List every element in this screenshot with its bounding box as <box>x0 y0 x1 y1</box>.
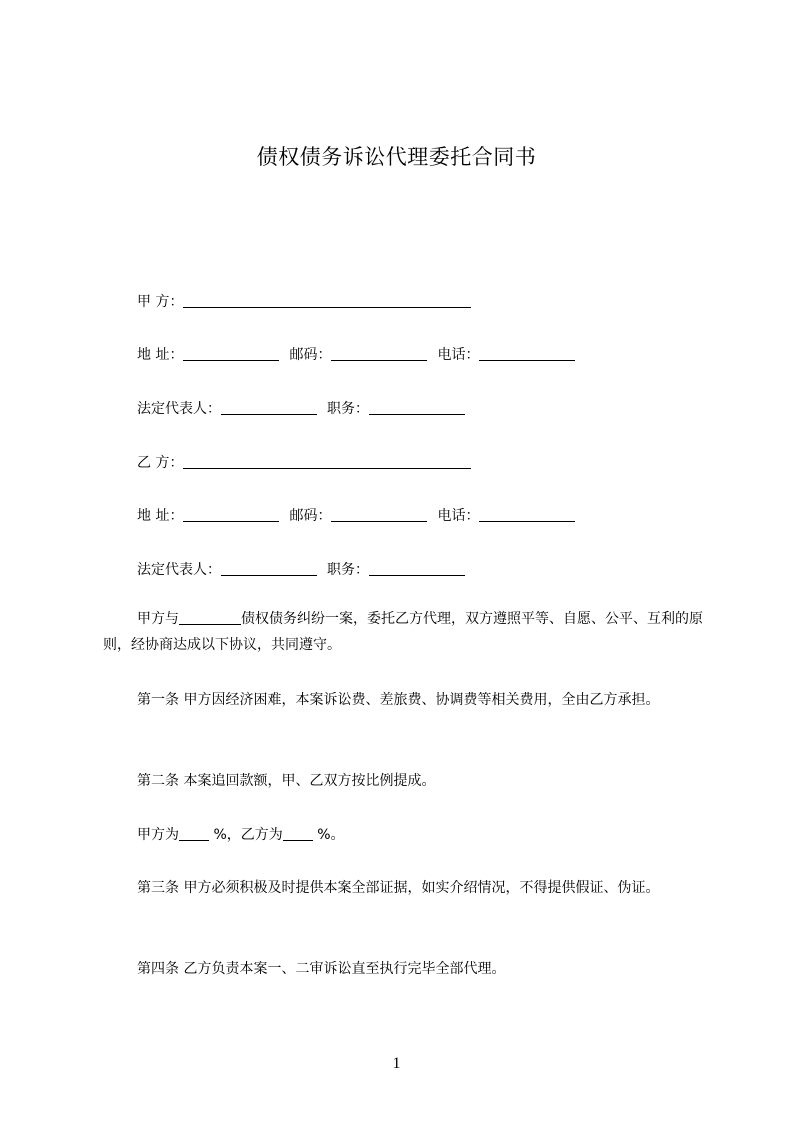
party-b-postcode-label: 邮码： <box>289 508 332 524</box>
party-a-postcode-label: 邮码： <box>289 347 332 363</box>
ratio-a-blank[interactable] <box>179 826 209 841</box>
party-b-line <box>137 453 471 473</box>
intro-blank[interactable] <box>179 610 241 625</box>
article-2-text: 第二条 本案追回款额，甲、乙双方按比例提成。 <box>137 773 436 789</box>
party-b-address-blank[interactable] <box>183 507 279 522</box>
article-3-text: 第三条 甲方必须积极及时提供本案全部证据，如实介绍情况，不得提供假证、伪证。 <box>137 880 660 896</box>
intro-paragraph <box>103 606 723 658</box>
ratio-b-unit: %。 <box>312 827 345 843</box>
article-1 <box>103 687 723 713</box>
article-3 <box>103 875 723 901</box>
party-b-label: 乙 方： <box>137 455 184 471</box>
intro-suffix: 债权债务纠纷一案，委托乙方代理，双方遵照平等、自愿、公平、互利的原则，经协商达成以下协议，共同遵守。 <box>103 611 703 653</box>
party-a-address-line <box>137 345 575 365</box>
party-a-blank[interactable] <box>183 293 471 308</box>
party-b-address-label: 地 址： <box>137 508 184 524</box>
party-b-postcode-blank[interactable] <box>331 507 427 522</box>
intro-prefix: 甲方与 <box>137 611 179 627</box>
article-2 <box>137 771 435 791</box>
party-a-address-label: 地 址： <box>137 347 184 363</box>
party-a-rep-label: 法定代表人： <box>137 401 221 417</box>
article-1-text: 第一条 甲方因经济困难，本案诉讼费、差旅费、协调费等相关费用，全由乙方承担。 <box>137 692 660 708</box>
party-a-position-label: 职务： <box>327 401 369 417</box>
page-number: 1 <box>392 1055 401 1072</box>
article-4 <box>137 959 505 979</box>
party-a-rep-line <box>137 399 465 419</box>
party-a-phone-label: 电话： <box>437 347 480 363</box>
party-b-rep-label: 法定代表人： <box>137 562 221 578</box>
party-b-position-label: 职务： <box>327 562 369 578</box>
party-b-rep-blank[interactable] <box>221 561 317 576</box>
party-a-address-blank[interactable] <box>183 346 279 361</box>
party-b-blank[interactable] <box>183 454 471 469</box>
party-b-address-line <box>137 506 575 526</box>
party-a-line <box>137 292 471 312</box>
document-title: 债权债务诉讼代理委托合同书 <box>256 145 537 169</box>
ratio-a-unit: %， <box>209 827 241 843</box>
party-a-label: 甲 方： <box>137 294 184 310</box>
ratio-b-blank[interactable] <box>283 826 313 841</box>
article-4-text: 第四条 乙方负责本案一、二审诉讼直至执行完毕全部代理。 <box>137 961 506 977</box>
party-a-phone-blank[interactable] <box>479 346 575 361</box>
party-b-rep-line <box>137 560 465 580</box>
ratio-line <box>137 825 345 845</box>
party-b-position-blank[interactable] <box>369 561 465 576</box>
ratio-a-label: 甲方为 <box>137 827 179 843</box>
party-a-postcode-blank[interactable] <box>331 346 427 361</box>
party-b-phone-blank[interactable] <box>479 507 575 522</box>
party-a-position-blank[interactable] <box>369 400 465 415</box>
party-a-rep-blank[interactable] <box>221 400 317 415</box>
party-b-phone-label: 电话： <box>437 508 480 524</box>
ratio-b-label: 乙方为 <box>240 827 283 843</box>
